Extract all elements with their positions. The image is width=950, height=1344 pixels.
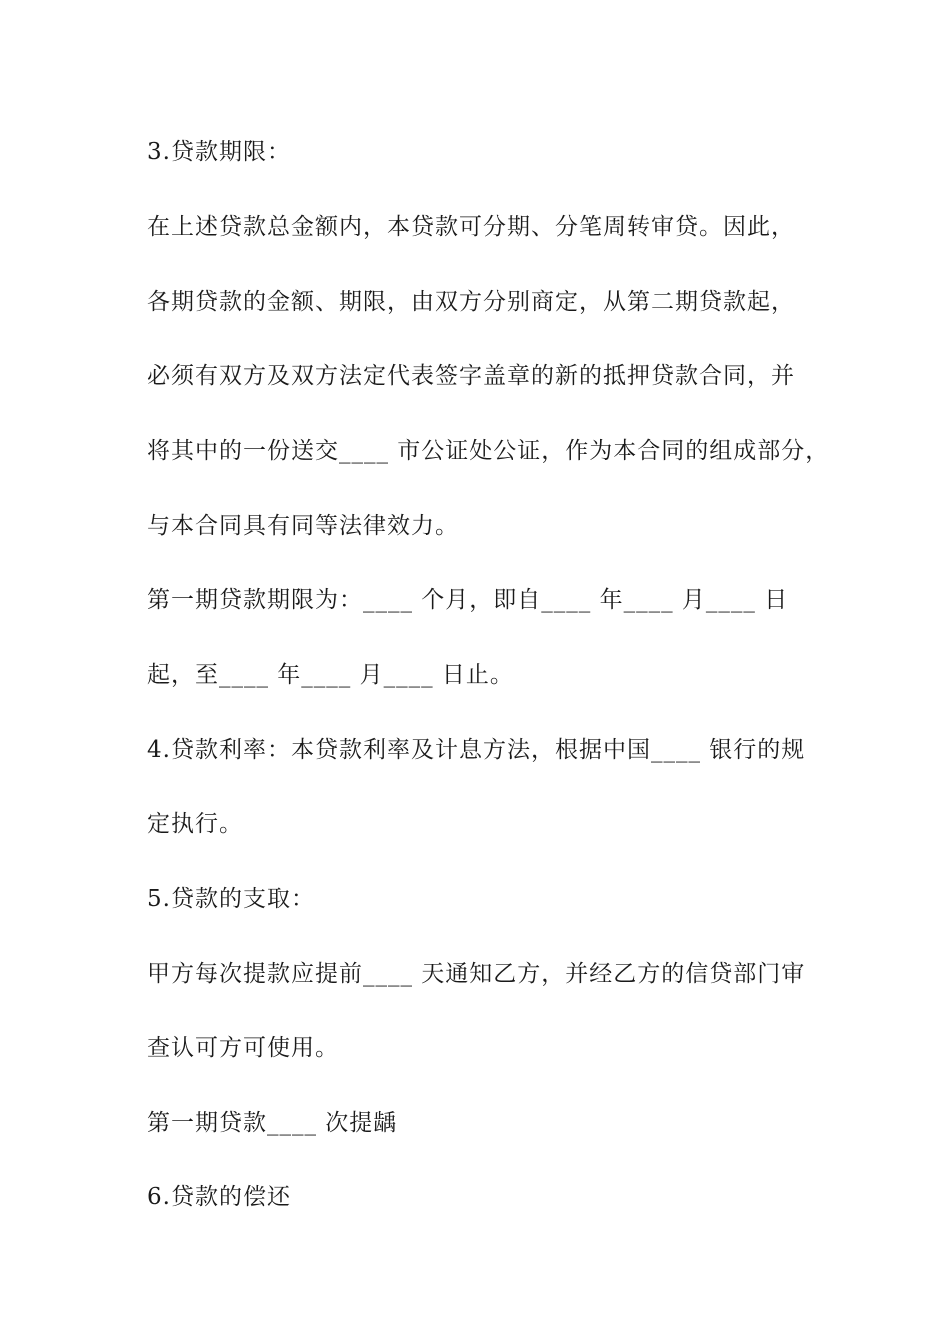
section-4-line: 4.贷款利率：本贷款利率及计息方法，根据中国____ 银行的规 bbox=[147, 737, 806, 763]
paragraph-line: 将其中的一份送交____ 市公证处公证，作为本合同的组成部分， bbox=[147, 438, 830, 464]
paragraph-line: 第一期贷款____ 次提龋 bbox=[147, 1110, 398, 1136]
paragraph-line: 查认可方可使用。 bbox=[147, 1035, 339, 1061]
paragraph-line: 定执行。 bbox=[147, 811, 243, 837]
paragraph-line: 起，至____ 年____ 月____ 日止。 bbox=[147, 662, 514, 688]
section-3-heading: 3.贷款期限： bbox=[147, 139, 291, 165]
paragraph-line: 第一期贷款期限为：____ 个月，即自____ 年____ 月____ 日 bbox=[147, 587, 789, 613]
section-5-heading: 5.贷款的支取： bbox=[147, 886, 315, 912]
paragraph-line: 在上述贷款总金额内，本贷款可分期、分笔周转审贷。因此， bbox=[147, 214, 795, 240]
paragraph-line: 甲方每次提款应提前____ 天通知乙方，并经乙方的信贷部门审 bbox=[147, 961, 806, 987]
paragraph-line: 必须有双方及双方法定代表签字盖章的新的抵押贷款合同，并 bbox=[147, 363, 795, 389]
paragraph-line: 与本合同具有同等法律效力。 bbox=[147, 513, 459, 539]
paragraph-line: 各期贷款的金额、期限，由双方分别商定，从第二期贷款起， bbox=[147, 289, 795, 315]
section-6-heading: 6.贷款的偿还 bbox=[147, 1184, 291, 1210]
